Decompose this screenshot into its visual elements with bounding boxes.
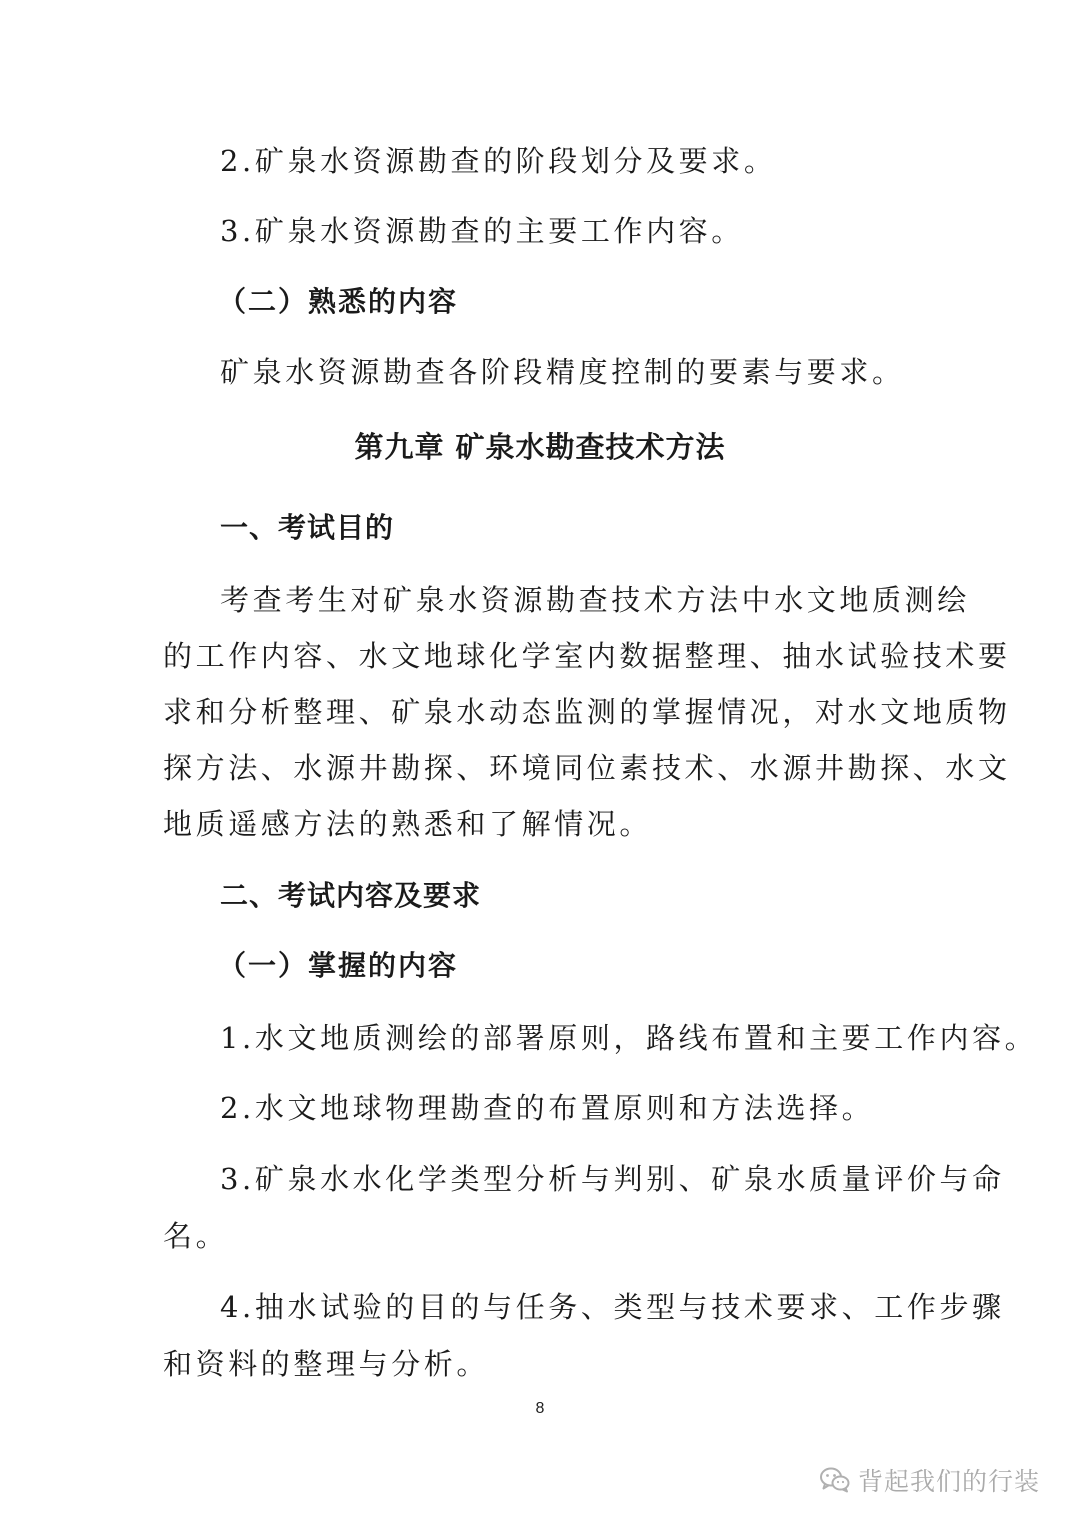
list-item: 3.矿泉水资源勘查的主要工作内容。 — [220, 214, 744, 248]
paragraph-line: 地质遥感方法的熟悉和了解情况。 — [163, 807, 653, 841]
list-item: 1.水文地质测绘的部署原则，路线布置和主要工作内容。 — [220, 1021, 1038, 1055]
watermark-text: 背起我们的行装 — [858, 1467, 1041, 1496]
familiar-text: 矿泉水资源勘查各阶段精度控制的要素与要求。 — [220, 355, 905, 389]
familiar-heading: （二）熟悉的内容 — [218, 285, 459, 318]
paragraph-line: 探方法、水源井勘探、环境同位素技术、水源井勘探、水文 — [163, 751, 1011, 785]
chapter-title: 第九章 矿泉水勘查技术方法 — [354, 430, 726, 464]
watermark — [820, 1460, 1040, 1500]
page-number: 8 — [535, 1400, 545, 1417]
paragraph-line: 考查考生对矿泉水资源勘查技术方法中水文地质测绘 — [220, 583, 970, 617]
list-item: 2.水文地球物理勘查的布置原则和方法选择。 — [220, 1091, 875, 1125]
section-heading-exam-purpose: 一、考试目的 — [220, 511, 395, 544]
wechat-icon — [820, 1467, 850, 1493]
section-heading-exam-content: 二、考试内容及要求 — [220, 879, 482, 912]
paragraph-line: 的工作内容、水文地球化学室内数据整理、抽水试验技术要 — [163, 639, 1011, 673]
paragraph-line: 求和分析整理、矿泉水动态监测的掌握情况，对水文地质物 — [163, 695, 1011, 729]
list-item-continuation: 和资料的整理与分析。 — [163, 1347, 490, 1381]
list-item: 4.抽水试验的目的与任务、类型与技术要求、工作步骤 — [220, 1290, 1005, 1324]
list-item: 2.矿泉水资源勘查的阶段划分及要求。 — [220, 144, 777, 178]
list-item-continuation: 名。 — [163, 1219, 229, 1253]
list-item: 3.矿泉水水化学类型分析与判别、矿泉水质量评价与命 — [220, 1162, 1005, 1196]
master-heading: （一）掌握的内容 — [218, 949, 459, 982]
